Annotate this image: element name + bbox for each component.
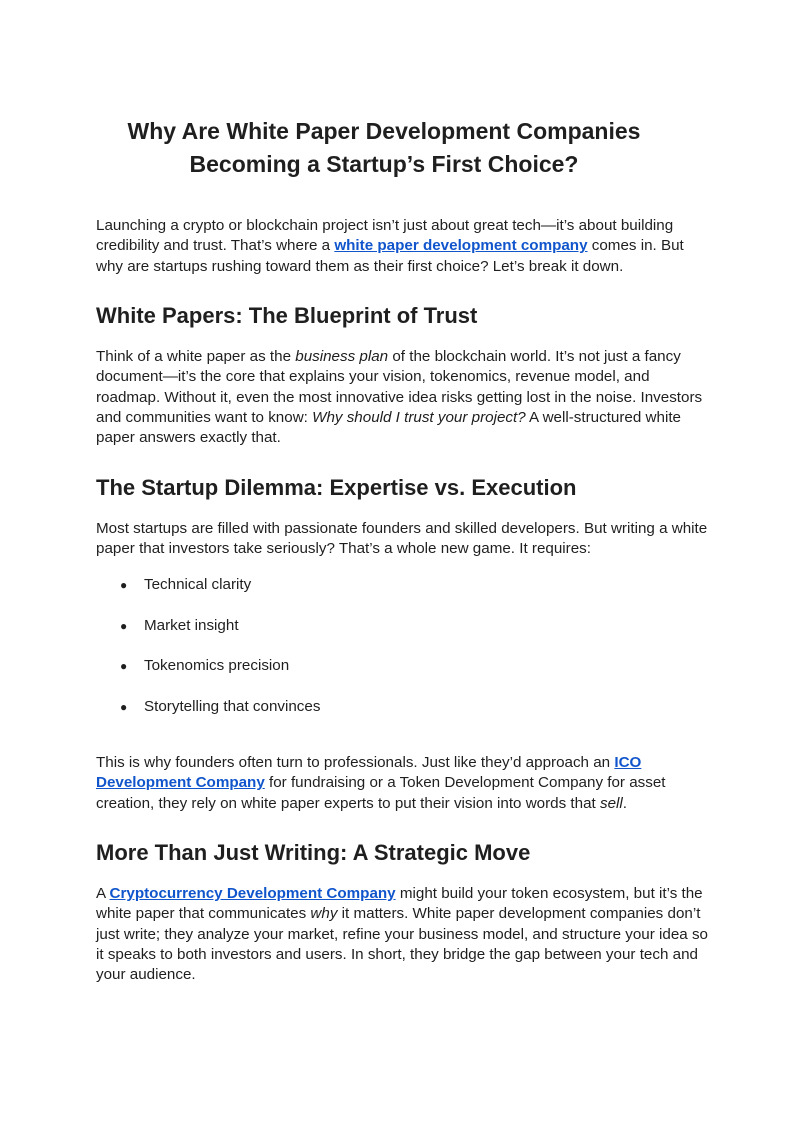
section2-outro xyxy=(96,753,708,814)
title-line-1: Why Are White Paper Development Companies xyxy=(127,118,641,144)
list-item xyxy=(96,614,708,655)
ico-development-company-link[interactable]: ICO Development Company xyxy=(96,754,642,792)
list-item-text: Technical clarity xyxy=(144,576,252,593)
bullet-icon: ● xyxy=(120,618,128,633)
document-title xyxy=(60,115,708,181)
section1-paragraph xyxy=(96,347,708,448)
list-item xyxy=(96,695,708,736)
section1-text-b: of the blockchain world. It’s not just a fancy document—it’s the core that explains your vision, tokenomics, revenue model, and roadmap. Without it, even the most innovative idea risks getting lost in the noise. Investors and communities want to know: xyxy=(96,348,703,426)
section2-heading: The Startup Dilemma: Expertise vs. Execution xyxy=(96,475,577,500)
section2-outro-emphasis: sell xyxy=(599,794,623,812)
section2-outro-text-a: This is why founders often turn to professionals. Just like they’d approach an xyxy=(96,754,615,771)
list-item-text: Market insight xyxy=(144,616,239,634)
section2-outro-text-b: for fundraising or a Token Development Company for asset creation, they rely on white paper experts to put their vision into words that xyxy=(96,774,666,812)
section3-heading: More Than Just Writing: A Strategic Move xyxy=(96,840,531,865)
intro-text-b: comes in. But why are startups rushing toward them as their first choice? Let’s break it down. xyxy=(96,237,684,275)
intro-paragraph xyxy=(96,216,708,277)
requirements-list xyxy=(96,573,708,735)
intro-text-a: Launching a crypto or blockchain project isn’t just about great tech—it’s about building credibility and trust. That’s where a xyxy=(96,217,674,255)
list-item-text: Tokenomics precision xyxy=(144,657,290,675)
section1-text-c: A well-structured white paper answers exactly that. xyxy=(96,408,681,447)
cryptocurrency-development-company-link[interactable]: Cryptocurrency Development Company xyxy=(109,885,396,902)
section1-heading: White Papers: The Blueprint of Trust xyxy=(96,303,478,328)
section1-text-a: Think of a white paper as the xyxy=(96,348,296,365)
section3-paragraph xyxy=(96,884,708,985)
section1-emphasis-a: business plan xyxy=(295,348,389,365)
bullet-icon: ● xyxy=(120,578,128,592)
section2-intro: Most startups are filled with passionate founders and skilled developers. But writing a white paper that investors take seriously? That’s a whole new game. It requires: xyxy=(96,520,708,558)
bullet-icon: ● xyxy=(120,659,128,674)
title-line-2: Becoming a Startup’s First Choice? xyxy=(189,151,579,177)
section1-emphasis-b: Why should I trust your project? xyxy=(312,408,526,426)
list-item xyxy=(96,654,708,695)
section3-text-c: it matters. White paper development companies don’t just write; they analyze your market, refine your business model, and structure your idea so it speaks to both investors and users. In short, they bridge the gap between your tech and your audience. xyxy=(96,905,709,984)
section3-text-a: A xyxy=(96,885,110,902)
white-paper-company-link[interactable]: white paper development company xyxy=(334,237,588,255)
section2-outro-text-c: . xyxy=(622,794,628,812)
section3-text-b: might build your token ecosystem, but it’s the white paper that communicates xyxy=(96,885,703,923)
bullet-icon: ● xyxy=(120,699,128,714)
list-item-text: Storytelling that convinces xyxy=(144,697,321,715)
section3-emphasis: why xyxy=(310,905,338,923)
list-item xyxy=(96,573,708,614)
